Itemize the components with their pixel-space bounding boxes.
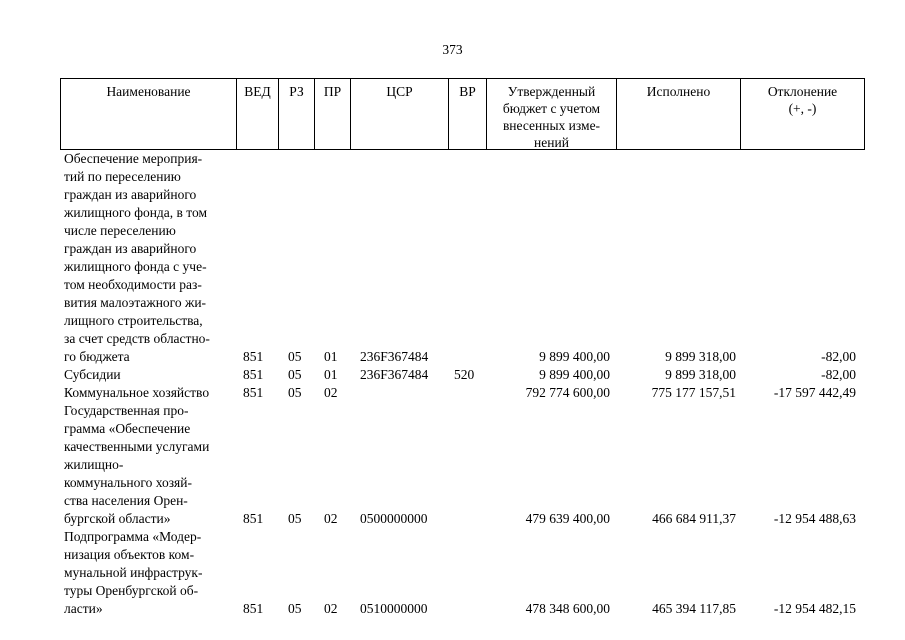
row-name-line: мунальной инфраструк- — [64, 565, 203, 580]
table-header — [60, 78, 865, 150]
row-name-line: го бюджета — [64, 349, 130, 364]
row-name-line: низация объектов ком- — [64, 547, 195, 562]
row-name-line: граждан из аварийного — [64, 187, 197, 202]
row-name-line: бургской области» — [64, 511, 171, 526]
cell-budget: 479 639 400,00 — [525, 511, 610, 526]
cell-executed: 466 684 911,37 — [652, 511, 736, 526]
cell-rz: 05 — [288, 349, 302, 364]
header-deviation-line: Отклонение — [767, 84, 838, 99]
header-budget — [486, 78, 616, 150]
cell-ved: 851 — [243, 367, 264, 382]
row-name-line: за счет средств областно- — [64, 331, 210, 346]
cell-vr: 520 — [454, 367, 475, 382]
row-name-line: туры Оренбургской об- — [64, 583, 199, 598]
header-name: Наименование — [60, 78, 236, 150]
header-budget-line: Утвержденный — [507, 84, 596, 99]
header-budget-line: внесенных изме- — [502, 118, 601, 133]
cell-ved: 851 — [243, 511, 264, 526]
row-name-line: жилищно- — [64, 457, 124, 472]
row-name-line: Государственная про- — [64, 403, 189, 418]
row-name-line: тий по переселению — [64, 169, 181, 184]
row-name-line: Коммунальное хозяйство — [64, 385, 210, 400]
page-number: 373 — [442, 42, 463, 57]
header-deviation — [740, 78, 865, 150]
row-name-line: грамма «Обеспечение — [64, 421, 191, 436]
cell-budget: 9 899 400,00 — [539, 349, 610, 364]
header-pr: ПР — [314, 78, 350, 150]
header-rz: РЗ — [278, 78, 314, 150]
row-name-line: граждан из аварийного — [64, 241, 197, 256]
cell-deviation: -82,00 — [821, 349, 856, 364]
cell-deviation: -82,00 — [821, 367, 856, 382]
cell-csr: 0510000000 — [360, 601, 428, 616]
cell-rz: 05 — [288, 511, 302, 526]
header-budget-line: бюджет с учетом — [502, 101, 601, 116]
cell-ved: 851 — [243, 349, 264, 364]
cell-rz: 05 — [288, 601, 302, 616]
row-name-line: том необходимости раз- — [64, 277, 202, 292]
row-name-line: лищного строительства, — [64, 313, 203, 328]
header-vr: ВР — [448, 78, 486, 150]
cell-rz: 05 — [288, 367, 302, 382]
cell-ved: 851 — [243, 601, 264, 616]
cell-csr: 236F367484 — [360, 349, 429, 364]
row-name-line: жилищного фонда, в том — [64, 205, 208, 220]
row-name-line: коммунального хозяй- — [64, 475, 192, 490]
cell-pr: 02 — [324, 601, 338, 616]
row-name-line: вития малоэтажного жи- — [64, 295, 207, 310]
header-csr: ЦСР — [350, 78, 448, 150]
header-budget-line: нений — [534, 135, 569, 150]
row-name-line: жилищного фонда с уче- — [64, 259, 207, 274]
row-name-line: числе переселению — [64, 223, 176, 238]
cell-pr: 02 — [324, 385, 338, 400]
row-name-line: ласти» — [64, 601, 103, 616]
cell-pr: 01 — [324, 367, 338, 382]
cell-rz: 05 — [288, 385, 302, 400]
cell-deviation: -12 954 482,15 — [773, 601, 856, 616]
cell-deviation: -17 597 442,49 — [773, 385, 856, 400]
cell-executed: 9 899 318,00 — [665, 349, 736, 364]
cell-executed: 775 177 157,51 — [651, 385, 736, 400]
cell-ved: 851 — [243, 385, 264, 400]
cell-budget: 792 774 600,00 — [525, 385, 610, 400]
header-executed: Исполнено — [616, 78, 740, 150]
cell-deviation: -12 954 488,63 — [773, 511, 856, 526]
row-name-line: Обеспечение мероприя- — [64, 151, 203, 166]
cell-csr: 236F367484 — [360, 367, 429, 382]
cell-pr: 01 — [324, 349, 338, 364]
cell-pr: 02 — [324, 511, 338, 526]
cell-csr: 0500000000 — [360, 511, 428, 526]
cell-budget: 478 348 600,00 — [525, 601, 610, 616]
row-name-line: ства населения Орен- — [64, 493, 188, 508]
row-name-line: Субсидии — [64, 367, 121, 382]
header-deviation-line: (+, -) — [788, 101, 817, 116]
row-name-line: качественными услугами — [64, 439, 210, 454]
cell-budget: 9 899 400,00 — [539, 367, 610, 382]
row-name-line: Подпрограмма «Модер- — [64, 529, 202, 544]
header-ved: ВЕД — [236, 78, 278, 150]
cell-executed: 465 394 117,85 — [652, 601, 736, 616]
cell-executed: 9 899 318,00 — [665, 367, 736, 382]
